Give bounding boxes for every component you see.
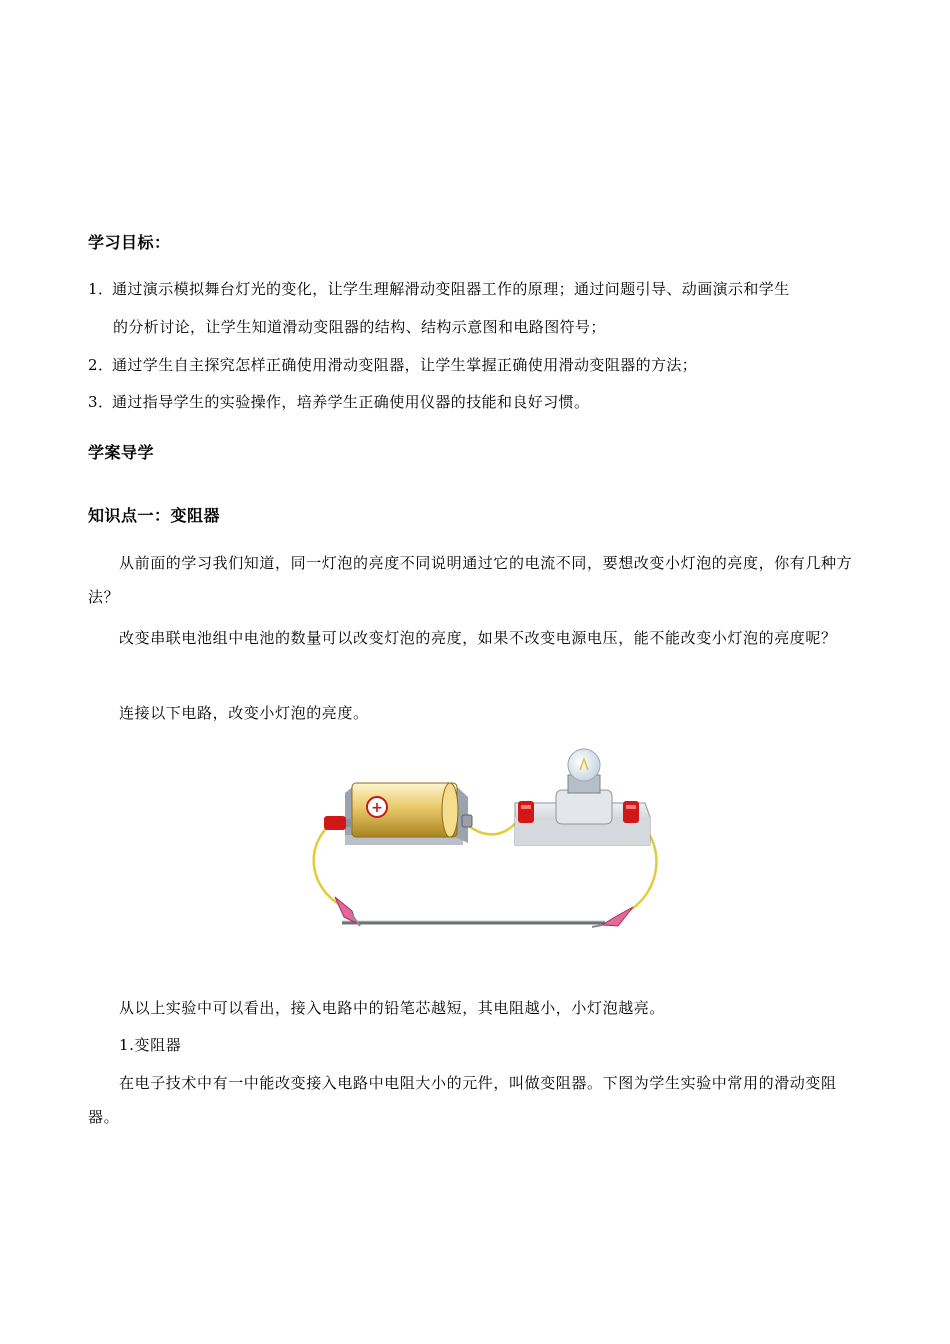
paragraph-4: 从以上实验中可以看出，接入电路中的铅笔芯越短，其电阻越小，小灯泡越亮。 — [119, 999, 666, 1017]
battery-symbol: + — [371, 800, 383, 816]
heading-objectives: 学习目标： — [88, 233, 171, 252]
pencil-lead — [342, 921, 605, 923]
paragraph-1: 从前面的学习我们知道，同一灯泡的亮度不同说明通过它的电流不同，要想改变小灯泡的亮度，你有几种方法？ — [88, 554, 853, 606]
paragraph-5: 在电子技术中有一中能改变接入电路中电阻大小的元件，叫做变阻器。下图为学生实验中常用的滑动变阻器。 — [88, 1074, 837, 1126]
objective-1-line2: 的分析讨论，让学生知道滑动变阻器的结构、结构示意图和电路图符号； — [113, 318, 606, 336]
lamp-left-terminal-icon — [518, 801, 534, 823]
objective-2-line1: 通过学生自主探究怎样正确使用滑动变阻器，让学生掌握正确使用滑动变阻器的方法； — [112, 356, 698, 374]
objective-2-num: 2． — [88, 356, 114, 374]
battery-holder — [345, 783, 468, 845]
objective-1-num: 1． — [88, 280, 114, 298]
objective-2 — [88, 348, 697, 382]
heading-guide: 学案导学 — [88, 443, 155, 462]
lamp-right-terminal-icon — [623, 801, 639, 823]
objective-1 — [88, 272, 790, 306]
subheading-rheostat: 1.变阻器 — [119, 1036, 182, 1054]
paragraph-3: 连接以下电路，改变小灯泡的亮度。 — [119, 704, 369, 722]
left-wire — [314, 823, 340, 905]
heading-knowledge-point-1: 知识点一：变阻器 — [88, 506, 221, 525]
objective-3-num: 3． — [88, 393, 114, 411]
objective-3 — [88, 385, 589, 419]
objective-1-line1: 通过演示模拟舞台灯光的变化，让学生理解滑动变阻器工作的原理；通过问题引导、动画演示和学生 — [112, 280, 790, 298]
bulb-icon — [568, 749, 600, 781]
middle-wire — [465, 820, 518, 834]
lamp-holder — [515, 749, 650, 845]
circuit-figure — [300, 745, 670, 935]
objective-3-line1: 通过指导学生的实验操作，培养学生正确使用仪器的技能和良好习惯。 — [112, 393, 590, 411]
battery-right-terminal-icon — [462, 815, 472, 827]
paragraph-2: 改变串联电池组中电池的数量可以改变灯泡的亮度，如果不改变电源电压，能不能改变小灯泡的亮度呢？ — [119, 629, 837, 647]
